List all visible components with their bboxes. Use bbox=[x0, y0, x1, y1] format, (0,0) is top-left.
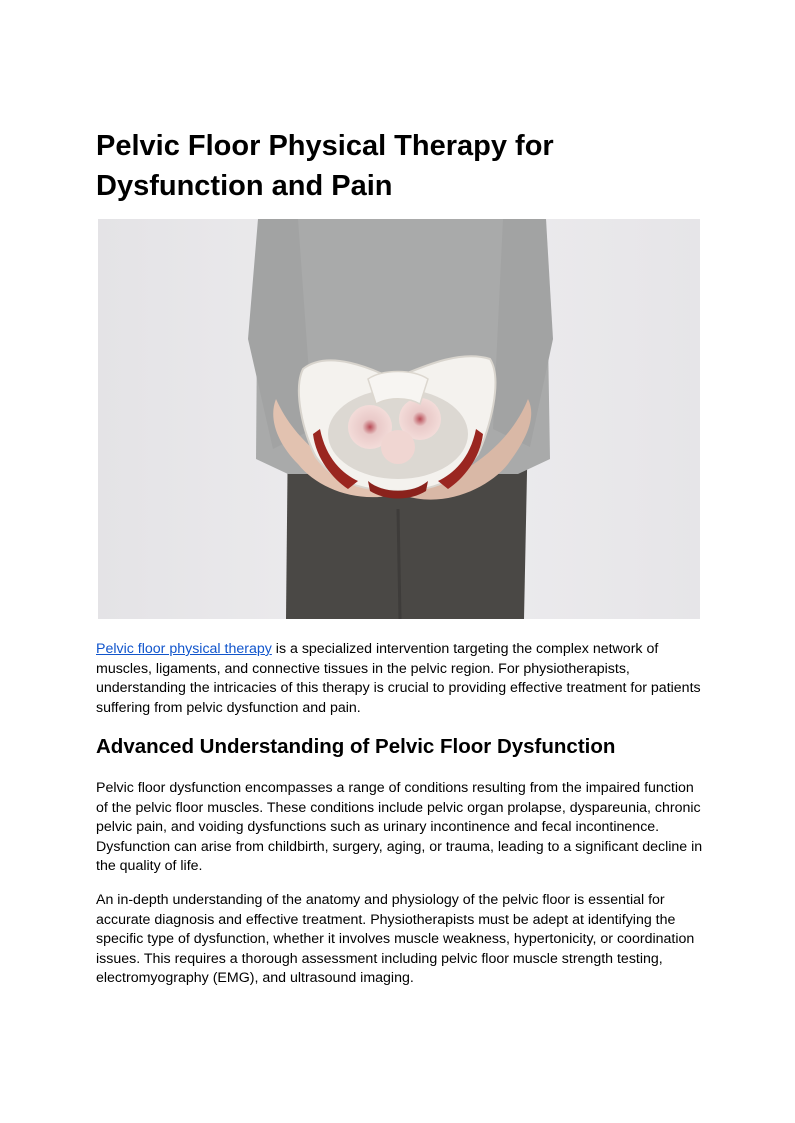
intro-text: is a specialized intervention targeting the complex network of muscles, ligaments, and connective tissues in the pelvic region. For physiotherapists, understanding the intricacies of this therapy is crucial to providing effective treatment for patients suffering from pelvic dysfunction and pain. bbox=[96, 641, 701, 716]
section-heading: Advanced Understanding of Pelvic Floor Dysfunction bbox=[96, 735, 616, 758]
pelvis-model-illustration bbox=[98, 219, 700, 619]
section-paragraph-1: Pelvic floor dysfunction encompasses a range of conditions resulting from the impaired function of the pelvic floor muscles. These conditions include pelvic organ prolapse, dyspareunia, chronic pelvic pain, and voiding dysfunctions such as urinary incontinence and fecal incontinence. Dysfunction can arise from childbirth, surgery, aging, or trauma, leading to a significant decline in the quality of life. bbox=[96, 780, 703, 874]
section-paragraph-2: An in-depth understanding of the anatomy and physiology of the pelvic floor is essential for accurate diagnosis and effective treatment. Physiotherapists must be adept at identifying the specific type of dysfunction, whether it involves muscle weakness, hypertonicity, or coordination issues. This requires a thorough assessment including pelvic floor muscle strength testing, electromyography (EMG), and ultrasound imaging. bbox=[96, 892, 695, 986]
intro-paragraph bbox=[96, 640, 706, 718]
pelvis-model-photo bbox=[98, 219, 700, 619]
page-title: Pelvic Floor Physical Therapy for Dysfunction and Pain bbox=[96, 130, 554, 202]
pelvic-therapy-link[interactable]: Pelvic floor physical therapy bbox=[96, 641, 272, 657]
